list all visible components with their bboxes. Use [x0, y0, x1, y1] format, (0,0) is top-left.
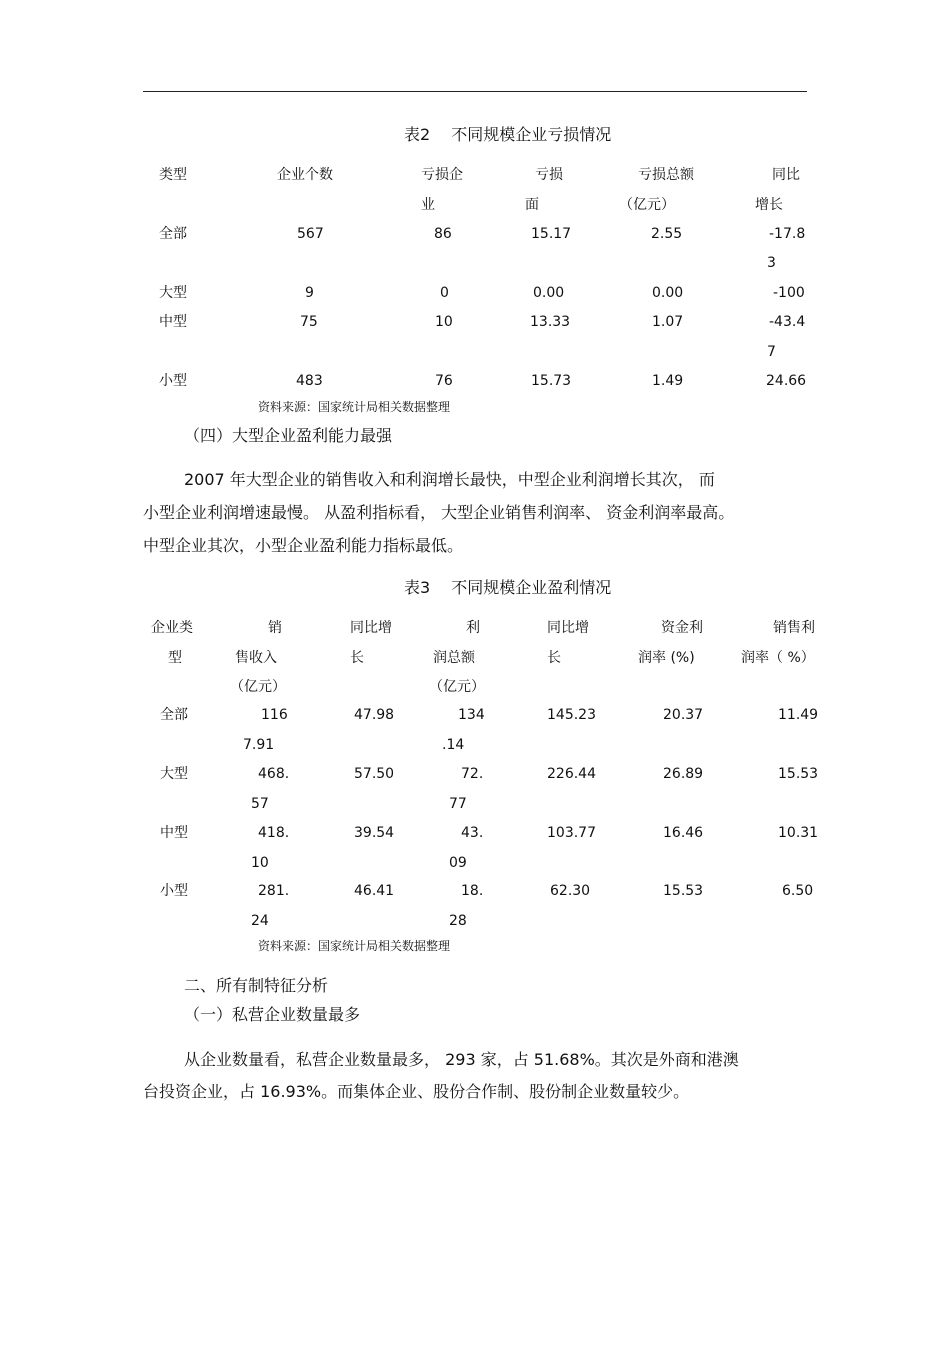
header-rule — [143, 91, 807, 92]
t2-header-type: 类型 — [159, 167, 187, 183]
t3-cell: 18. — [461, 883, 484, 899]
t2-cell: 0 — [440, 285, 449, 301]
t2-header-loss-rate-1: 亏损 — [535, 167, 563, 183]
para1-line2: 小型企业利润增速最慢。 从盈利指标看， 大型企业销售利润率、 资金利润率最高。 — [143, 503, 735, 522]
t3-header-sales-2: 售收入 — [235, 650, 277, 666]
para2-line2: 台投资企业，占 16.93%。而集体企业、股份合作制、股份制企业数量较少。 — [143, 1082, 690, 1101]
t2-cell: 567 — [297, 226, 324, 242]
t2-header-loss-amount-2: （亿元） — [619, 197, 675, 213]
para1-line1: 2007 年大型企业的销售收入和利润增长最快，中型企业利润增长其次， 而 — [184, 470, 715, 489]
t2-cell: 0.00 — [533, 285, 565, 301]
t2-cell: 15.73 — [531, 373, 572, 389]
t3-cell: 26.89 — [663, 766, 704, 782]
t3-cell: 281. — [258, 883, 290, 899]
t3-header-profit-yoy-1: 同比增 — [547, 620, 589, 636]
t3-header-capital-rate-2: 润率 (%) — [638, 650, 695, 666]
t3-header-sales-1: 销 — [268, 620, 282, 636]
t2-cell: 76 — [435, 373, 453, 389]
t3-cell: 15.53 — [778, 766, 819, 782]
t3-cell: 226.44 — [547, 766, 596, 782]
t3-cell: 中型 — [160, 825, 188, 841]
t3-cell: 09 — [449, 855, 467, 871]
t3-header-sales-rate-1: 销售利 — [773, 620, 815, 636]
t3-cell: 103.77 — [547, 825, 596, 841]
t3-cell: 小型 — [160, 883, 188, 899]
table2-caption: 表2 不同规模企业亏损情况 — [404, 125, 612, 144]
t3-cell: 39.54 — [354, 825, 395, 841]
t2-cell: 3 — [767, 255, 776, 271]
t3-header-type-2: 型 — [168, 650, 182, 666]
t2-cell: 1.07 — [652, 314, 684, 330]
t3-cell: 468. — [258, 766, 290, 782]
t2-header-loss-firms-2: 业 — [421, 197, 435, 213]
t3-header-profit-yoy-2: 长 — [547, 650, 561, 666]
t3-header-profit-1: 利 — [466, 620, 480, 636]
t2-header-yoy-2: 增长 — [755, 197, 783, 213]
t3-cell: 77 — [449, 796, 467, 812]
section4-heading: （四）大型企业盈利能力最强 — [184, 426, 393, 445]
t3-header-sales-3: （亿元） — [230, 679, 286, 695]
t2-cell: 小型 — [159, 373, 187, 389]
t2-header-yoy-1: 同比 — [772, 167, 800, 183]
para2-line1: 从企业数量看，私营企业数量最多， 293 家，占 51.68%。其次是外商和港澳 — [184, 1050, 739, 1069]
t3-cell: 116 — [261, 707, 288, 723]
section2-heading: 二、所有制特征分析 — [184, 976, 329, 995]
t3-cell: 15.53 — [663, 883, 704, 899]
t2-header-count: 企业个数 — [277, 167, 333, 183]
t2-cell: 483 — [296, 373, 323, 389]
t3-cell: 47.98 — [354, 707, 395, 723]
para1-line3: 中型企业其次，小型企业盈利能力指标最低。 — [143, 536, 464, 555]
t3-cell: 134 — [458, 707, 485, 723]
t3-cell: 24 — [251, 913, 269, 929]
t2-cell: 13.33 — [530, 314, 571, 330]
t3-cell: 大型 — [160, 766, 188, 782]
t3-header-profit-2: 润总额 — [433, 650, 475, 666]
table3-caption: 表3 不同规模企业盈利情况 — [404, 578, 612, 597]
t3-cell: 10.31 — [778, 825, 819, 841]
t2-cell: 10 — [435, 314, 453, 330]
t2-cell: -100 — [773, 285, 805, 301]
t2-header-loss-amount-1: 亏损总额 — [638, 167, 694, 183]
t2-cell: 大型 — [159, 285, 187, 301]
t3-cell: 145.23 — [547, 707, 596, 723]
t3-cell: 全部 — [160, 707, 188, 723]
t2-cell: 2.55 — [651, 226, 683, 242]
t3-cell: 62.30 — [550, 883, 591, 899]
t3-cell: 7.91 — [243, 737, 275, 753]
t3-header-sales-rate-2: 润率（ %） — [741, 650, 815, 666]
t2-cell: 9 — [305, 285, 314, 301]
t2-header-loss-rate-2: 面 — [525, 197, 539, 213]
t3-cell: 418. — [258, 825, 290, 841]
t3-cell: 28 — [449, 913, 467, 929]
table3-source: 资料来源：国家统计局相关数据整理 — [258, 939, 451, 953]
t3-cell: 57 — [251, 796, 269, 812]
t2-cell: 86 — [434, 226, 452, 242]
t2-cell: -43.4 — [769, 314, 806, 330]
t2-cell: 1.49 — [652, 373, 684, 389]
t3-header-type-1: 企业类 — [151, 620, 193, 636]
t3-cell: 10 — [251, 855, 269, 871]
t3-header-sales-yoy-1: 同比增 — [350, 620, 392, 636]
t3-header-sales-yoy-2: 长 — [350, 650, 364, 666]
t3-header-capital-rate-1: 资金利 — [661, 620, 703, 636]
t3-header-profit-3: （亿元） — [429, 679, 485, 695]
t2-cell: 24.66 — [766, 373, 807, 389]
t3-cell: 43. — [461, 825, 484, 841]
t2-cell: 全部 — [159, 226, 187, 242]
t2-cell: 15.17 — [531, 226, 572, 242]
t2-cell: 中型 — [159, 314, 187, 330]
t3-cell: 72. — [461, 766, 484, 782]
t2-cell: 7 — [767, 344, 776, 360]
t3-cell: 20.37 — [663, 707, 704, 723]
t3-cell: 11.49 — [778, 707, 819, 723]
t2-cell: 0.00 — [652, 285, 684, 301]
t2-cell: 75 — [300, 314, 318, 330]
section2-subheading: （一）私营企业数量最多 — [184, 1005, 361, 1024]
t3-cell: .14 — [442, 737, 465, 753]
t3-cell: 46.41 — [354, 883, 395, 899]
t2-cell: -17.8 — [769, 226, 806, 242]
t3-cell: 6.50 — [782, 883, 814, 899]
t3-cell: 57.50 — [354, 766, 395, 782]
t3-cell: 16.46 — [663, 825, 704, 841]
table2-source: 资料来源：国家统计局相关数据整理 — [258, 400, 451, 414]
t2-header-loss-firms-1: 亏损企 — [421, 167, 463, 183]
